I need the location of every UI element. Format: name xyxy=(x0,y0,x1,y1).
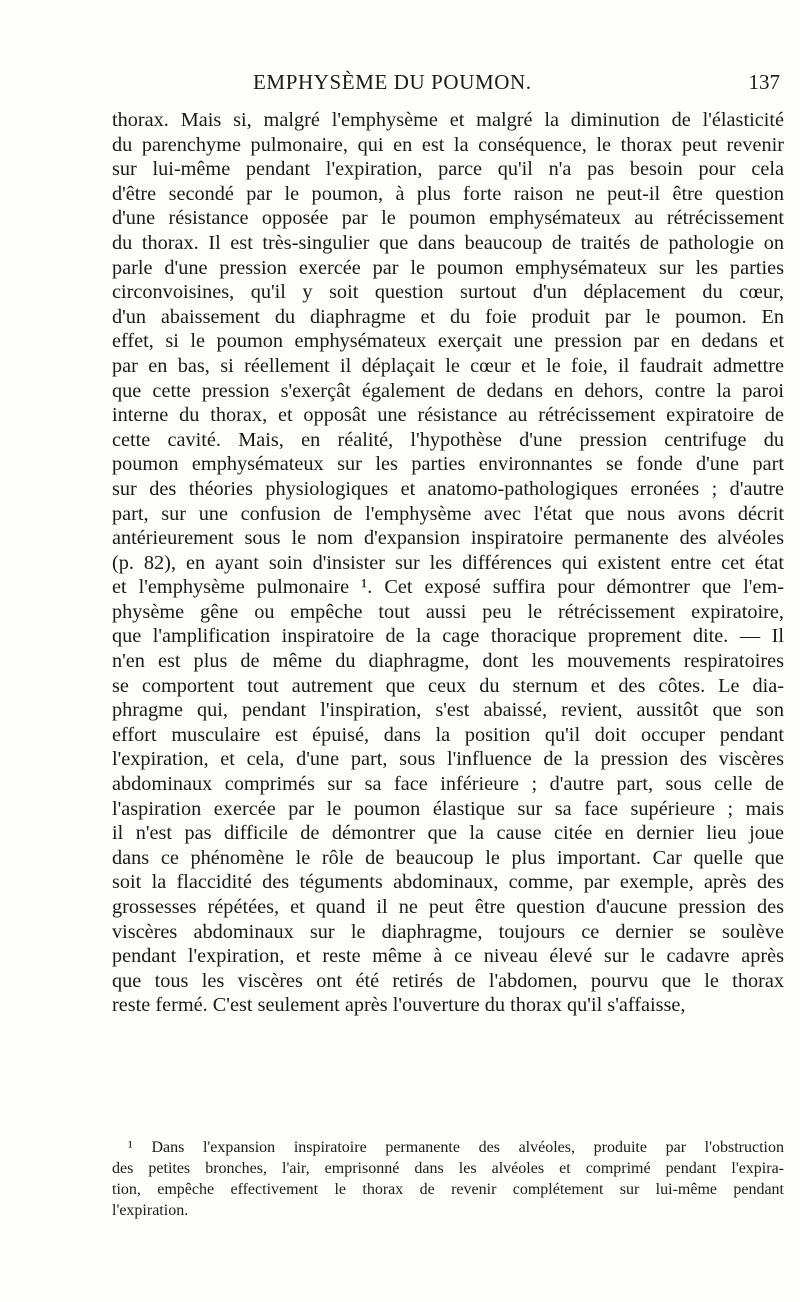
text-line: d'être secondé par le poumon, à plus forte raison ne peut-il être question xyxy=(112,182,784,205)
text-line: viscères abdominaux sur le diaphragme, toujours ce dernier se soulève xyxy=(112,920,784,943)
text-line: du thorax. Il est très-singulier que dans beaucoup de traités de pathologie on xyxy=(112,231,784,254)
footnote-line: l'expiration. xyxy=(112,1202,189,1219)
text-line: dans ce phénomène le rôle de beaucoup le plus important. Car quelle que xyxy=(112,846,784,869)
text-line: il n'est pas difficile de démontrer que la cause citée en dernier lieu joue xyxy=(112,822,784,845)
text-line: antérieurement sous le nom d'expansion inspiratoire permanente des alvéoles xyxy=(112,527,784,550)
footnote xyxy=(112,1137,784,1221)
text-line: parle d'une pression exercée par le poumon emphysémateux sur les parties xyxy=(112,256,784,279)
text-line: l'expiration, et cela, d'une part, sous l'influence de la pression des viscères xyxy=(112,748,784,771)
text-line: effet, si le poumon emphysémateux exerçait une pression par en dedans et xyxy=(112,330,784,353)
footnote-line: des petites bronches, l'air, emprisonné dans les alvéoles et comprimé pendant l'expira- xyxy=(112,1160,784,1177)
text-line: que tous les viscères ont été retirés de l'abdomen, pourvu que le thorax xyxy=(112,969,784,992)
page-number: 137 xyxy=(748,70,780,94)
text-line: thorax. Mais si, malgré l'emphysème et malgré la diminution de l'élasticité xyxy=(112,109,784,131)
text-line: effort musculaire est épuisé, dans la position qu'il doit occuper pendant xyxy=(112,723,784,746)
text-line: soit la flaccidité des téguments abdominaux, comme, par exemple, après des xyxy=(112,871,784,894)
running-title: EMPHYSÈME DU POUMON. xyxy=(253,70,532,94)
footnote-line: tion, empêche effectivement le thorax de revenir complétement sur lui-même pendant xyxy=(112,1181,784,1198)
text-line: que cette pression s'exerçât également de dedans en dehors, contre la paroi xyxy=(112,379,784,402)
text-line: phragme qui, pendant l'inspiration, s'est abaissé, revient, aussitôt que son xyxy=(112,699,784,722)
text-line: et l'emphysème pulmonaire ¹. Cet exposé suffira pour démontrer que l'em- xyxy=(112,576,784,599)
text-line: grossesses répétées, et quand il ne peut être question d'aucune pression des xyxy=(112,896,784,918)
text-line: d'un abaissement du diaphragme et du foie produit par le poumon. En xyxy=(112,305,784,328)
text-line: l'aspiration exercée par le poumon élastique sur sa face supérieure ; mais xyxy=(112,797,784,820)
text-line: par en bas, si réellement il déplaçait le cœur et le foie, il faudrait admettre xyxy=(112,354,784,377)
text-line: reste fermé. C'est seulement après l'ouverture du thorax qu'il s'affaisse, xyxy=(112,994,686,1017)
text-line: part, sur une confusion de l'emphysème avec l'état que nous avons décrit xyxy=(112,502,784,525)
text-line: du parenchyme pulmonaire, qui en est la conséquence, le thorax peut revenir xyxy=(112,133,784,156)
text-line: (p. 82), en ayant soin d'insister sur les différences qui existent entre cet état xyxy=(112,551,784,574)
text-line: sur des théories physiologiques et anatomo-pathologiques erronées ; d'autre xyxy=(112,477,784,500)
text-line: que l'amplification inspiratoire de la cage thoracique proprement dite. — Il xyxy=(112,625,784,648)
text-line: poumon emphysémateux sur les parties environnantes se fonde d'une part xyxy=(112,453,784,476)
text-line: n'en est plus de même du diaphragme, dont les mouvements respiratoires xyxy=(112,650,784,673)
text-line: interne du thorax, et opposât une résistance au rétrécissement expiratoire de xyxy=(112,404,784,427)
text-line: cette cavité. Mais, en réalité, l'hypothèse d'une pression centrifuge du xyxy=(112,428,784,451)
running-head xyxy=(110,70,780,100)
text-line: sur lui-même pendant l'expiration, parce qu'il n'a pas besoin pour cela xyxy=(112,158,784,181)
text-line: circonvoisines, qu'il y soit question surtout d'un déplacement du cœur, xyxy=(112,281,784,304)
text-line: abdominaux comprimés sur sa face inférieure ; d'autre part, sous celle de xyxy=(112,773,784,796)
text-line: pendant l'expiration, et reste même à ce niveau élevé sur le cadavre après xyxy=(112,945,784,968)
text-line: d'une résistance opposée par le poumon emphysémateux au rétrécissement xyxy=(112,207,784,230)
text-line: physème gêne ou empêche tout aussi peu le rétrécissement expiratoire, xyxy=(112,600,784,623)
footnote-line: ¹ Dans l'expansion inspiratoire permanente des alvéoles, produite par l'obstruction xyxy=(128,1139,784,1156)
body-text xyxy=(112,108,784,1018)
text-line: se comportent tout autrement que ceux du sternum et des côtes. Le dia- xyxy=(112,674,784,697)
